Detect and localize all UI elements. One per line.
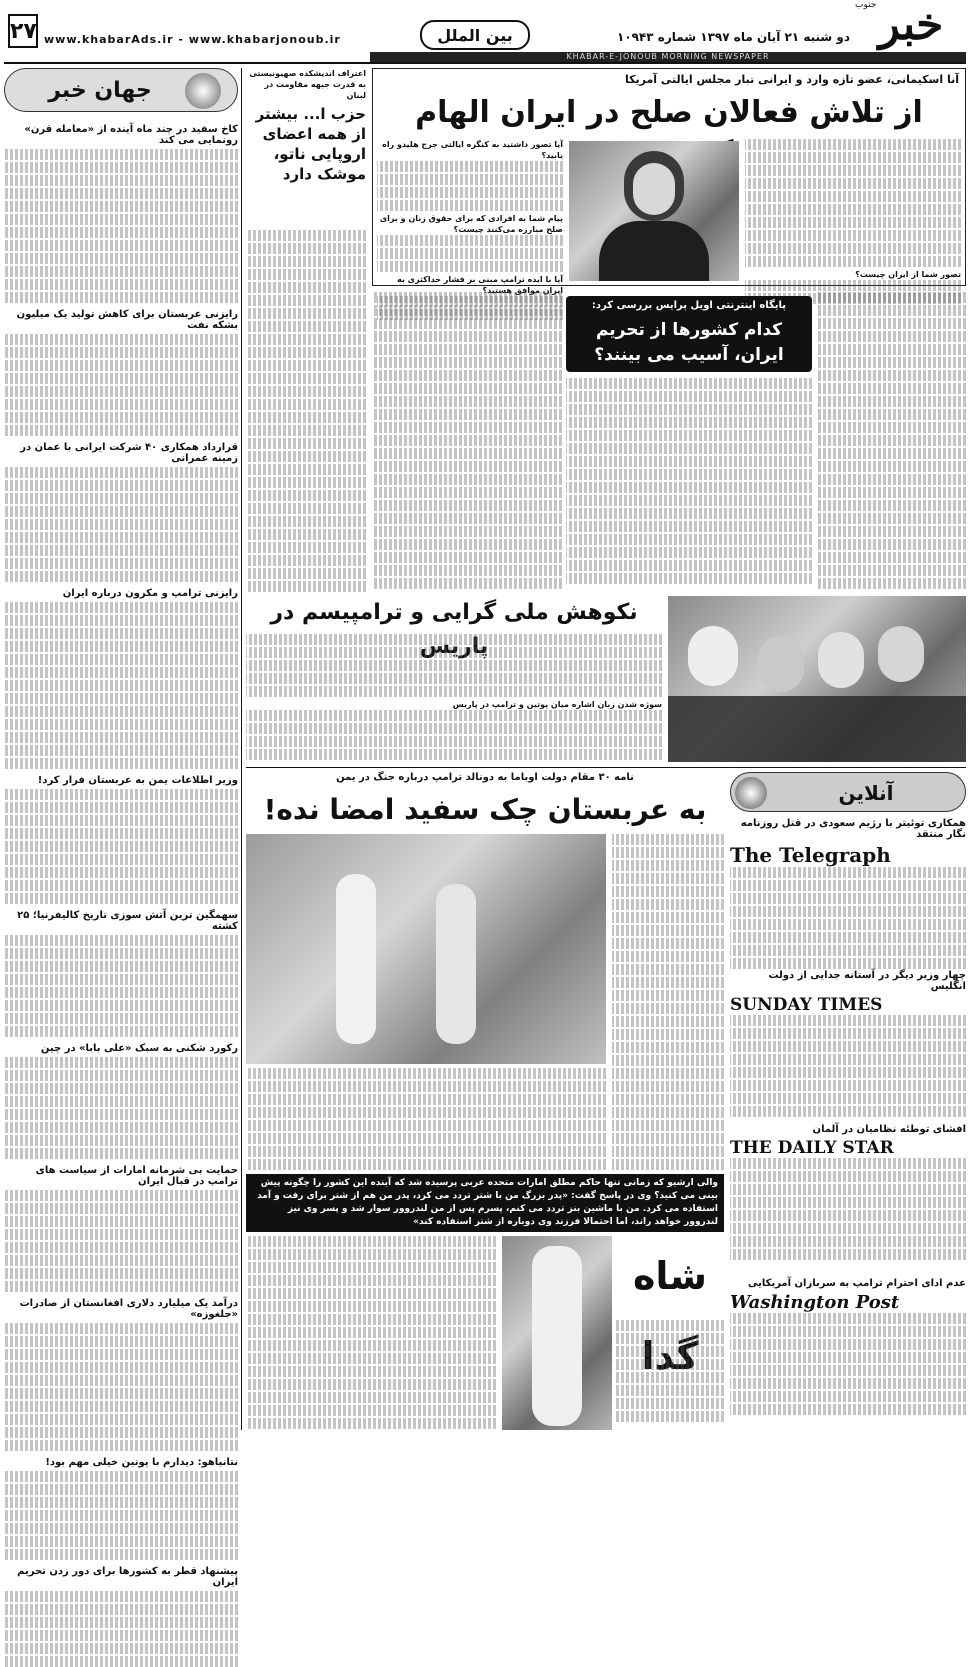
logo-sub: جنوب [855,0,877,10]
online-column [730,772,966,1430]
photo-background [246,834,606,1064]
sanctions-banner [566,296,812,372]
yemen-headline: به عربستان چک سفید امضا نده! [263,793,707,826]
sanctions-mid-col [566,378,812,592]
story-body [246,230,366,586]
shah-deck: والی ارشیو که زمانی تنها حاکم مطلق امارات متحده عربی پرسیده شد که آینده این کشور را چگونه پیش بینی می کنید؟ وی در پاسخ گفت: «پدر بزرگ من با شتر تردد می کرد، پدر من هم از شتر برای رفت و آمد استفاده می کرد. من با ماشین بنز تردد می کنم، پسرم پس از من لندروور سوار شد و پسر وی نیز لندروور خواهد راند، اما احتمالا فرزند وی دوباره از شتر استفاده کند» [246,1174,724,1232]
yemen-bottom-cols [246,1068,606,1170]
news-headline: رایزنی عربستان برای کاهش تولید یک میلیون بشکه نفت [16,309,238,331]
jahan-khabar-column [4,68,238,1588]
lead-portrait-photo [569,141,739,281]
portrait-face [633,163,675,215]
hezbollah-story [246,68,366,586]
globe-icon [185,73,221,109]
lead-headline: از تلاش فعالان صلح در ایران الهام [415,95,923,130]
sanctions-headline: کدام کشورها از تحریم ایران، آسیب می بینند؟ [594,320,784,365]
jahan-khabar-title: جهان خبر [48,78,152,103]
page-number: ۲۷ [8,14,38,48]
online-item [730,818,966,966]
shah-geda-story [246,1174,724,1430]
photo-child [336,874,376,1044]
row-rule [246,767,966,768]
question: آیا با ایده ترامپ مبنی بر فشار حداکثری به ایران موافق هستید؟ [396,275,563,295]
jahan-khabar-header [4,68,238,112]
photo-figure [878,626,924,682]
logo-text: خبر [878,0,944,50]
paris-body [246,634,662,764]
news-headline: نتانیاهو: دیدارم با پوتین خیلی مهم بود! [45,1457,238,1468]
newspaper-logo [855,0,967,54]
question: تصور شما از ایران چیست؟ [855,270,961,279]
shah-body [246,1236,496,1430]
photo-figure [818,632,864,688]
paris-headline: نکوهش ملی گرایی و ترامپیسم در پاریس [270,600,638,659]
online-item [730,1278,966,1430]
news-headline: وزیر اطلاعات یمن به عربستان فرار کرد! [37,775,238,786]
masthead [0,0,970,62]
masthead-rule [4,62,966,64]
sanctions-right-col [816,292,966,592]
photo-figure [688,626,738,686]
news-headline: سهمگین ترین آتش سوزی تاریخ کالیفرنیا؛ ۲۵ کشته [17,910,238,932]
story-headline: حزب ا... بیشتر از همه اعضای اروپایی ناتو، موشک دارد [255,105,366,183]
online-headline: عدم ادای احترام ترامپ به سربازان آمریکایی [748,1278,966,1289]
lead-body-left [377,139,563,295]
news-headline: رکورد شکنی به سبک «علی بابا» در چین [40,1043,238,1054]
sanctions-story [372,292,966,592]
photo-dark-coats [668,696,966,762]
jahan-khabar-list [4,118,238,1588]
date-line: دو شنبه ۲۱ آبان ماه ۱۳۹۷ شماره ۱۰۹۴۳ [616,30,850,44]
lead-story [372,68,966,295]
shah-headline: شاه گدا [632,1254,708,1378]
sanctions-left-col [372,292,562,592]
question: پیام شما به افرادی که برای حقوق زنان و برای صلح مبارزه می‌کنند چیست؟ [379,214,563,234]
portrait-body [599,221,709,281]
news-headline: حمایت بی شرمانه امارات از سیاست های ترامپ در قبال ایران [35,1165,238,1187]
source-logo: THE DAILY STAR [730,1138,894,1158]
column-rule [241,68,242,1430]
paris-subhead: سوژه شدن زبان اشاره میان پوتین و ترامپ در پاریس [452,700,662,709]
online-header [730,772,966,812]
paris-leaders-photo [668,596,966,762]
shah-photo [502,1236,612,1430]
news-headline: قرارداد همکاری ۴۰ شرکت ایرانی با عمان در زمینه عمرانی [20,442,238,464]
yemen-right-col [612,834,724,1170]
online-headline: چهار وزیر دیگر در آستانه جدایی از دولت انگلیس [768,970,966,992]
section-label: بین الملل [420,20,530,50]
online-title: آنلاین [838,781,894,805]
online-item [730,970,966,1120]
online-headline: افشای توطئه نظامیان در آلمان [812,1124,966,1135]
source-logo: Washington Post [730,1292,900,1313]
photo-child [436,884,476,1044]
photo-figure [532,1246,582,1426]
shah-side-body [616,1320,724,1430]
story-kicker: اعتراف اندیشکده صهیونیستی به قدرت جبهه مقاومت در لبنان [249,69,366,100]
news-headline: رایزنی ترامپ و مکرون درباره ایران [62,588,238,599]
online-headline: همکاری توئیتر با رژیم سعودی در قتل روزنامه نگار منتقد [740,818,966,840]
website-urls: www.khabarAds.ir - www.khabarjonoub.ir [44,33,341,46]
news-headline: پیشنهاد قطر به کشورها برای دور زدن تحریم ایران [17,1566,238,1588]
english-name-bar: KHABAR-E-JONOUB MORNING NEWSPAPER [370,52,966,62]
source-logo: SUNDAY TIMES [730,995,883,1015]
yemen-story [246,772,724,1170]
photo-figure [758,636,804,692]
source-logo: The Telegraph [730,843,891,867]
yemen-photo [246,834,606,1064]
question: آیا تصور داشتید به کنگره ایالتی جرج هلیدو راه یابید؟ [382,140,563,160]
news-headline: کاخ سفید در چند ماه آینده از «معامله قرن» رونمایی می کند [24,124,238,146]
lead-body-right [745,139,961,285]
yemen-kicker: نامه ۳۰ مقام دولت اوباما به دونالد ترامپ درباره جنگ در یمن [336,772,634,783]
paris-story [246,596,966,764]
news-headline: درآمد یک میلیارد دلاری افغانستان از صادرات «جلغوزه» [19,1298,238,1320]
globe-icon [735,777,767,809]
online-item [730,1124,966,1274]
lead-kicker: آنا اسکیمانی، عضو تازه وارد و ایرانی تبار مجلس ایالتی آمریکا [624,73,959,86]
sanctions-kicker: پایگاه اینترنتی اویل پرایس بررسی کرد: [591,300,787,311]
